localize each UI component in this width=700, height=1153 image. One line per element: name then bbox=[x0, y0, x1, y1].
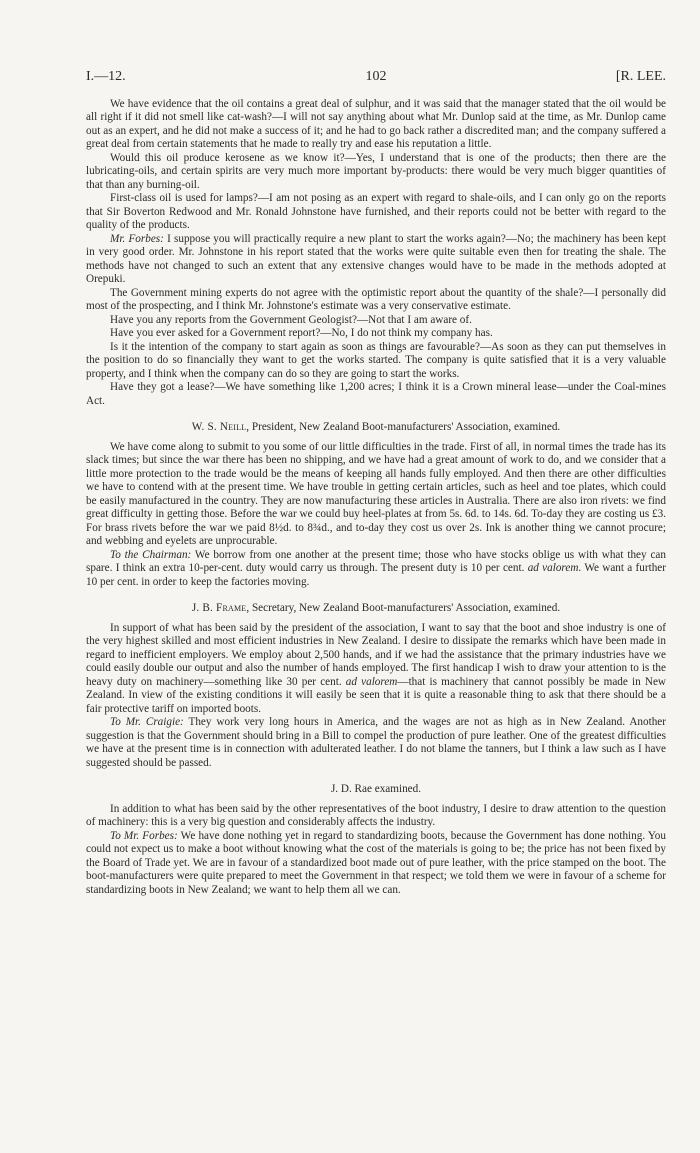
paragraph: Have you ever asked for a Government report?—No, I do not think my company has. bbox=[110, 327, 493, 339]
speaker: To the Chairman: bbox=[110, 548, 192, 561]
witness-heading-frame: J. B. Frame, Secretary, New Zealand Boot-manufacturers' Association, examined. bbox=[191, 602, 561, 614]
speaker: Mr. Forbes: bbox=[110, 232, 164, 245]
paragraph: The Government mining experts do not agree with the optimistic report about the quantity of the shale?—I personally did most of the prospecting, and I think Mr. Johnstone's estimate was a very conservative estimate. bbox=[86, 286, 666, 312]
paragraph: To the Chairman: We borrow from one another at the present time; those who have stocks oblige us with what they can spare. I think an extra 10-per-cent. duty would carry us through. The present duty is 10 per cent. ad valorem. We want a further 10 per cent. in order to keep the factories moving. bbox=[86, 548, 666, 588]
page-header bbox=[86, 70, 666, 84]
page-number: 102 bbox=[365, 69, 387, 84]
document-page bbox=[86, 70, 666, 897]
paragraph: Mr. Forbes: I suppose you will practically require a new plant to start the works again?—No; the machinery has been kept in very good order. Mr. Johnstone in his report stated that the works were quite suitable even then for treating the shale. The methods have not changed to such an extent that any extensive changes would have to be made in the methods adopted at Orepuki. bbox=[86, 232, 666, 285]
paragraph: Have you any reports from the Government Geologist?—Not that I am aware of. bbox=[110, 313, 472, 326]
paragraph: To Mr. Craigie: They work very long hours in America, and the wages are not as high as in New Zealand. Another suggestion is that the Government should bring in a Bill to compel the production of pure leather. One of the greatest difficulties we have at the present time is in connection with adulterated leather. I do not blame the tanners, but I think a law such as I have suggested should be passed. bbox=[86, 716, 667, 769]
paragraph: First-class oil is used for lamps?—I am not posing as an expert with regard to shale-oils, and I can only go on the reports that Sir Boverton Redwood and Mr. Ronald Johnstone have furnished, and their reports could not be better with regard to the quality of the products. bbox=[86, 192, 666, 231]
witness-heading-rae: J. D. Rae examined. bbox=[330, 783, 422, 795]
witness-heading-neill: W. S. Neill, President, New Zealand Boot-manufacturers' Association, examined. bbox=[191, 421, 561, 433]
paragraph: In support of what has been said by the president of the association, I want to say that the boot and shoe industry is one of the very highest skilled and most efficient industries in New Zealand. I desire to dissipate the remarks which have been made in regard to inefficient employers. We employ about 2,500 hands, and if we had the assistance that the primary industries have we could easily double our output and also the number of hands employed. The first handicap I wish to draw your attention to is the heavy duty on machinery—something like 30 per cent. ad valorem—that is machinery that cannot possibly be made in New Zealand. In view of the existing conditions it will easily be seen that it is quite a reasonable thing to ask that there should be a fair protective tariff on imported boots. bbox=[86, 621, 666, 715]
paragraph: Have they got a lease?—We have something like 1,200 acres; I think it is a Crown mineral lease—under the Coal-mines Act. bbox=[86, 381, 666, 407]
paragraph: We have come along to submit to you some of our little difficulties in the trade. First of all, in normal times the trade has its slack times; but since the war there has been no shipping, and we have had a great amount of work to do, and we consider that a little more protection to the trade would be the means of keeping all hands fully employed. And then there are other difficulties we have to contend with at the present time. We have trouble in getting certain articles, such as heel and toe plates, which could be easily manufactured in the country. They are now manufacturing these articles in Australia. There are also iron rivets: we find great difficulty in getting those. Before the war we could buy heel-plates at from 5s. 6d. to 14s. 6d. To-day they are costing us £3. For brass rivets before the war we paid 8½d. to 8¾d., and to-day they cost us over 2s. Ink is another thing we cannot procure; and webbing and eyelets are unprocurable. bbox=[86, 440, 666, 547]
speaker: To Mr. Forbes: bbox=[110, 829, 178, 842]
witness-reference: [R. LEE. bbox=[615, 69, 666, 84]
paragraph: Would this oil produce kerosene as we know it?—Yes, I understand that is one of the products; then there are the lubricating-oils, and certain spirits are very much more important by-products: there would be very much bigger quantities of that than any burning-oil. bbox=[86, 151, 666, 191]
speaker: To Mr. Craigie: bbox=[110, 716, 184, 728]
paragraph: To Mr. Forbes: We have done nothing yet in regard to standardizing boots, because the Government has done nothing. You could not expect us to make a boot without knowing what the cost of the materials is going to be; the price has not been fixed by the Board of Trade yet. We are in favour of a standardized boot made out of pure leather, with the price stamped on the boot. The boot-manufacturers were quite prepared to meet the Government in that respect; we told them we were in favour of a scheme for standardizing boots in New Zealand; we want to help them all we can. bbox=[86, 829, 666, 896]
paragraph: We have evidence that the oil contains a great deal of sulphur, and it was said that the manager stated that the oil would be all right if it did not smell like cat-wash?—I will not say anything about what Mr. Dunlop said at the time, as Mr. Dunlop came out as an expert, and he did not make a success of it; and he had to go back rather a discredited man; and the company suffered a great deal from certain statements that he made to really try and ease his reputation a little. bbox=[86, 97, 666, 150]
paper-reference: I.—12. bbox=[86, 69, 126, 84]
paragraph: Is it the intention of the company to start again as soon as things are favourable?—As soon as they can put themselves in the position to do so financially they want to get the works started. The company is quite satisfied that it is a very valuable property, and I think when the company can do so they are going to start the works. bbox=[86, 340, 666, 380]
paragraph: In addition to what has been said by the other representatives of the boot industry, I desire to draw attention to the question of machinery: this is a very big question and considerably affects the industry. bbox=[86, 802, 666, 828]
